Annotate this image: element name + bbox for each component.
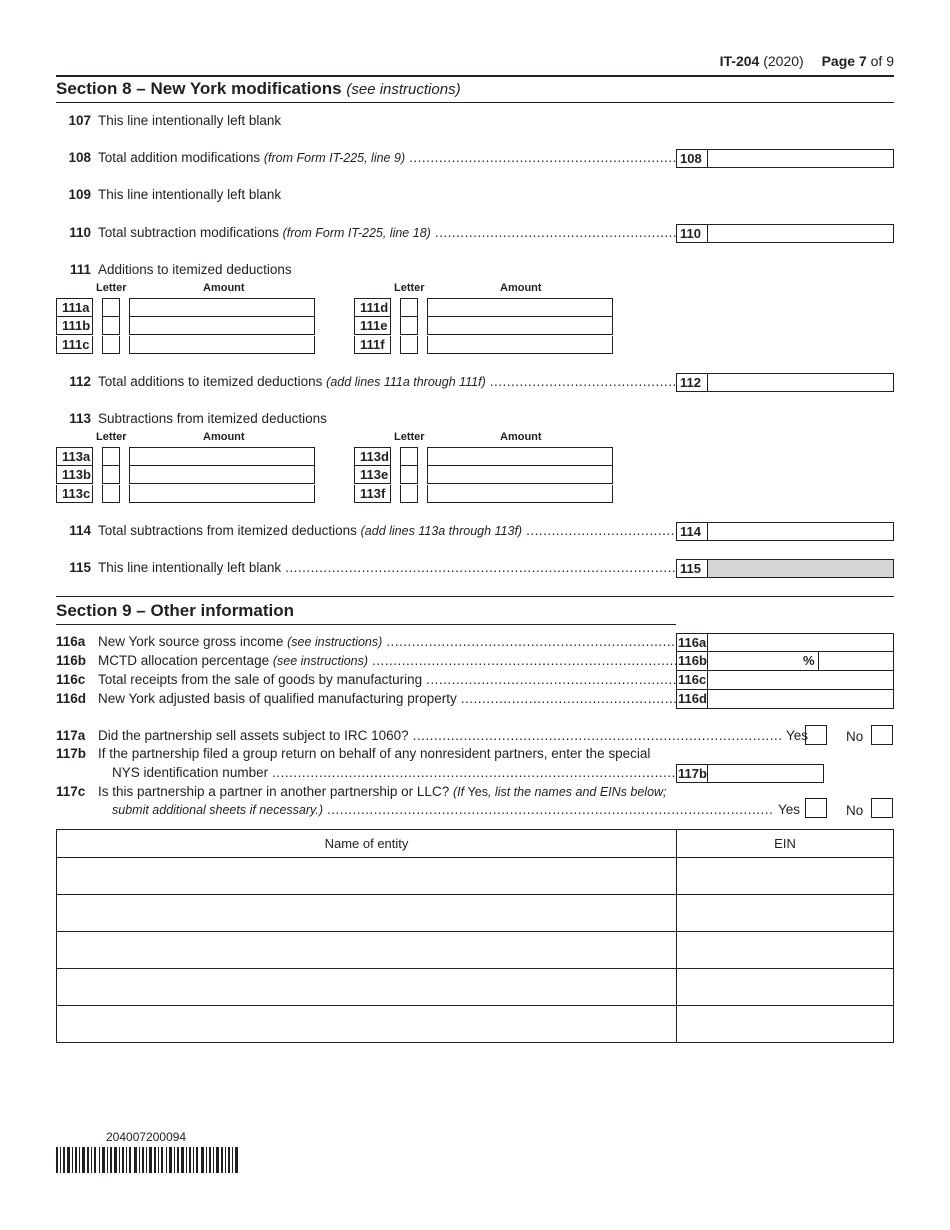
line-112-input[interactable] [708,373,894,392]
line-113a-label: 113a [56,447,93,466]
line-113f-label: 113f [354,485,391,503]
line-111a-row [56,298,315,317]
line-116d-label: 116d [676,690,708,709]
line-115-input [708,559,894,578]
line-111-col-amount-left: Amount [203,282,245,294]
line-111c-letter[interactable] [102,336,120,354]
line-116d: 116d New York adjusted basis of qualified manufacturing property ..... [56,691,676,709]
line-113c-letter[interactable] [102,485,120,503]
line-117a: 117a Did the partnership sell assets subject to IRC 1060? ..... Yes [56,728,808,746]
line-117a-yes-label: Yes [785,728,808,743]
line-116c-label: 116c [676,671,708,690]
line-113a-row [56,447,315,466]
line-116a-label: 116a [678,635,707,650]
divider [56,102,894,103]
line-114-input[interactable] [708,522,894,541]
line-111c-amount[interactable] [129,336,315,354]
line-117c-yes-label: Yes [777,802,800,817]
line-111b-letter[interactable] [102,317,120,335]
line-113a-amount[interactable] [129,447,315,466]
line-113-col-letter-right: Letter [394,431,425,443]
table-row [57,969,894,1006]
line-117a-no-checkbox[interactable] [871,725,893,745]
line-110: 110 Total subtraction modifications (from Form IT-225, line 18) ..... [56,225,676,243]
page-total: of 9 [870,53,894,69]
line-117b: 117b If the partnership filed a group return on behalf of any nonresident partners, enter the special [56,746,651,761]
table-row [57,1006,894,1043]
line-115-label: 115 [676,559,708,578]
line-116b: 116b MCTD allocation percentage (see instructions) ..... [56,653,676,671]
line-113d-label: 113d [354,447,391,466]
line-113-col-amount-right: Amount [500,431,542,443]
line-113d-amount[interactable] [427,447,613,466]
entity-ein-cell[interactable] [677,895,894,932]
table-row [57,932,894,969]
line-116d-input[interactable] [708,690,894,709]
line-113-col-amount-left: Amount [203,431,245,443]
line-111d-row [354,298,613,317]
line-111b-amount[interactable] [129,317,315,335]
line-111d-amount[interactable] [427,298,613,317]
barcode-icon [56,1147,238,1173]
page-label: Page [821,53,856,69]
entity-name-cell[interactable] [57,895,677,932]
line-111-col-letter-right: Letter [394,282,425,294]
line-114-label: 114 [676,522,708,541]
line-113b-amount[interactable] [129,466,315,484]
divider [56,624,676,625]
line-113e-label: 113e [354,466,391,484]
line-113a-letter[interactable] [102,447,120,466]
line-116b-input[interactable] [708,652,894,671]
line-113c-label: 113c [56,485,93,503]
line-111-left-grid [56,298,315,355]
entity-ein-cell[interactable] [677,969,894,1006]
line-111b-label: 111b [56,317,93,335]
line-116b-entry [676,652,894,671]
line-117c-yes-checkbox[interactable] [805,798,827,818]
line-113b-letter[interactable] [102,466,120,484]
form-id: IT-204 [719,53,760,69]
divider [56,75,894,77]
line-117c-cont: submit additional sheets if necessary.) ..... Yes [112,802,800,820]
line-111c-label: 111c [56,336,93,354]
line-113c-amount[interactable] [129,485,315,503]
table-row [57,895,894,932]
line-110-label: 110 [676,224,708,243]
line-113f-letter[interactable] [400,485,418,503]
line-113f-amount[interactable] [427,485,613,503]
line-117b-label: 117b [678,766,707,781]
section-9-title: Section 9 – Other information [56,601,295,620]
line-114-entry [676,522,894,541]
line-107: 107 This line intentionally left blank [68,113,282,128]
line-111d-letter[interactable] [400,298,418,317]
line-111e-label: 111e [354,317,391,335]
line-116a-input[interactable] [708,633,894,652]
line-112-label: 112 [676,373,708,392]
line-113-left-grid [56,447,315,504]
line-116b-label: 116b [676,652,708,671]
section-8-title: Section 8 – New York modifications (see instructions) [56,79,461,98]
line-117c-no-label: No [846,803,864,818]
line-117c: 117c Is this partnership a partner in another partnership or LLC? (If Yes, list the names and EINs below; [56,784,667,799]
section-8-note: (see instructions) [346,81,461,98]
line-112: 112 Total additions to itemized deductions (add lines 111a through 111f) ..... [56,374,676,392]
page-header [720,53,894,69]
line-111a-amount[interactable] [129,298,315,317]
entity-name-cell[interactable] [57,932,677,969]
entity-table [56,829,894,1043]
line-111f-row [354,336,613,355]
line-113b-row [56,466,315,485]
entity-name-cell[interactable] [57,969,677,1006]
line-108-label: 108 [676,149,708,168]
table-header-row [57,830,894,858]
line-111e-row [354,317,613,336]
entity-ein-cell[interactable] [677,932,894,969]
line-110-entry [676,224,894,243]
line-116c-input[interactable] [708,671,894,690]
line-113f-row [354,485,613,504]
line-111-col-amount-right: Amount [500,282,542,294]
line-113b-label: 113b [56,466,93,484]
line-115-entry [676,559,894,578]
barcode-number: 204007200094 [106,1130,187,1144]
line-116a-entry [676,633,894,652]
line-109: 109 This line intentionally left blank [68,187,282,202]
line-111: 111 Additions to itemized deductions [69,262,292,277]
col-name-of-entity: Name of entity [57,830,677,858]
line-111c-row [56,336,315,355]
line-112-entry [676,373,894,392]
line-116c-entry [676,671,894,690]
line-116d-entry [676,690,894,709]
line-113e-amount[interactable] [427,466,613,484]
line-111-right-grid [354,298,613,355]
line-113c-row [56,485,315,504]
line-111f-letter[interactable] [400,336,418,354]
page-number: 7 [858,53,867,69]
line-115: 115 This line intentionally left blank ..... [56,560,676,578]
line-113e-row [354,466,613,485]
percent-sign: % [803,653,815,668]
line-111-col-letter-left: Letter [96,282,127,294]
line-113d-letter[interactable] [400,447,418,466]
line-113e-letter[interactable] [400,466,418,484]
line-117c-no-checkbox[interactable] [871,798,893,818]
line-111b-row [56,317,315,336]
line-113-right-grid [354,447,613,504]
line-111e-amount[interactable] [427,317,613,335]
line-117a-yes-checkbox[interactable] [805,725,827,745]
line-116a: 116a New York source gross income (see instructions) ..... [56,634,676,652]
line-117b-input[interactable] [708,764,824,783]
line-117b-cont: NYS identification number ..... [112,765,676,783]
line-111d-label: 111d [354,298,391,317]
line-110-input[interactable] [708,224,894,243]
line-116c: 116c Total receipts from the sale of goods by manufacturing ..... [56,672,676,690]
line-108-input[interactable] [708,149,894,168]
form-year: (2020) [763,53,804,69]
entity-name-cell[interactable] [57,858,677,895]
line-113d-row [354,447,613,466]
line-108: 108 Total addition modifications (from Form IT-225, line 9) ..... [56,150,676,168]
col-ein: EIN [677,830,894,858]
entity-ein-cell[interactable] [677,1006,894,1043]
line-111f-amount[interactable] [427,336,613,354]
line-113-col-letter-left: Letter [96,431,127,443]
line-111a-label: 111a [56,298,93,317]
line-113: 113 Subtractions from itemized deductions [69,411,327,426]
entity-name-cell[interactable] [57,1006,677,1043]
line-111f-label: 111f [354,336,391,354]
line-111a-letter[interactable] [102,298,120,317]
line-117b-entry [676,764,824,783]
entity-ein-cell[interactable] [677,858,894,895]
table-row [57,858,894,895]
line-111e-letter[interactable] [400,317,418,335]
line-117a-no-label: No [846,729,864,744]
line-108-entry [676,149,894,168]
line-114: 114 Total subtractions from itemized deductions (add lines 113a through 113f) ..... [56,523,676,541]
divider [56,596,894,597]
